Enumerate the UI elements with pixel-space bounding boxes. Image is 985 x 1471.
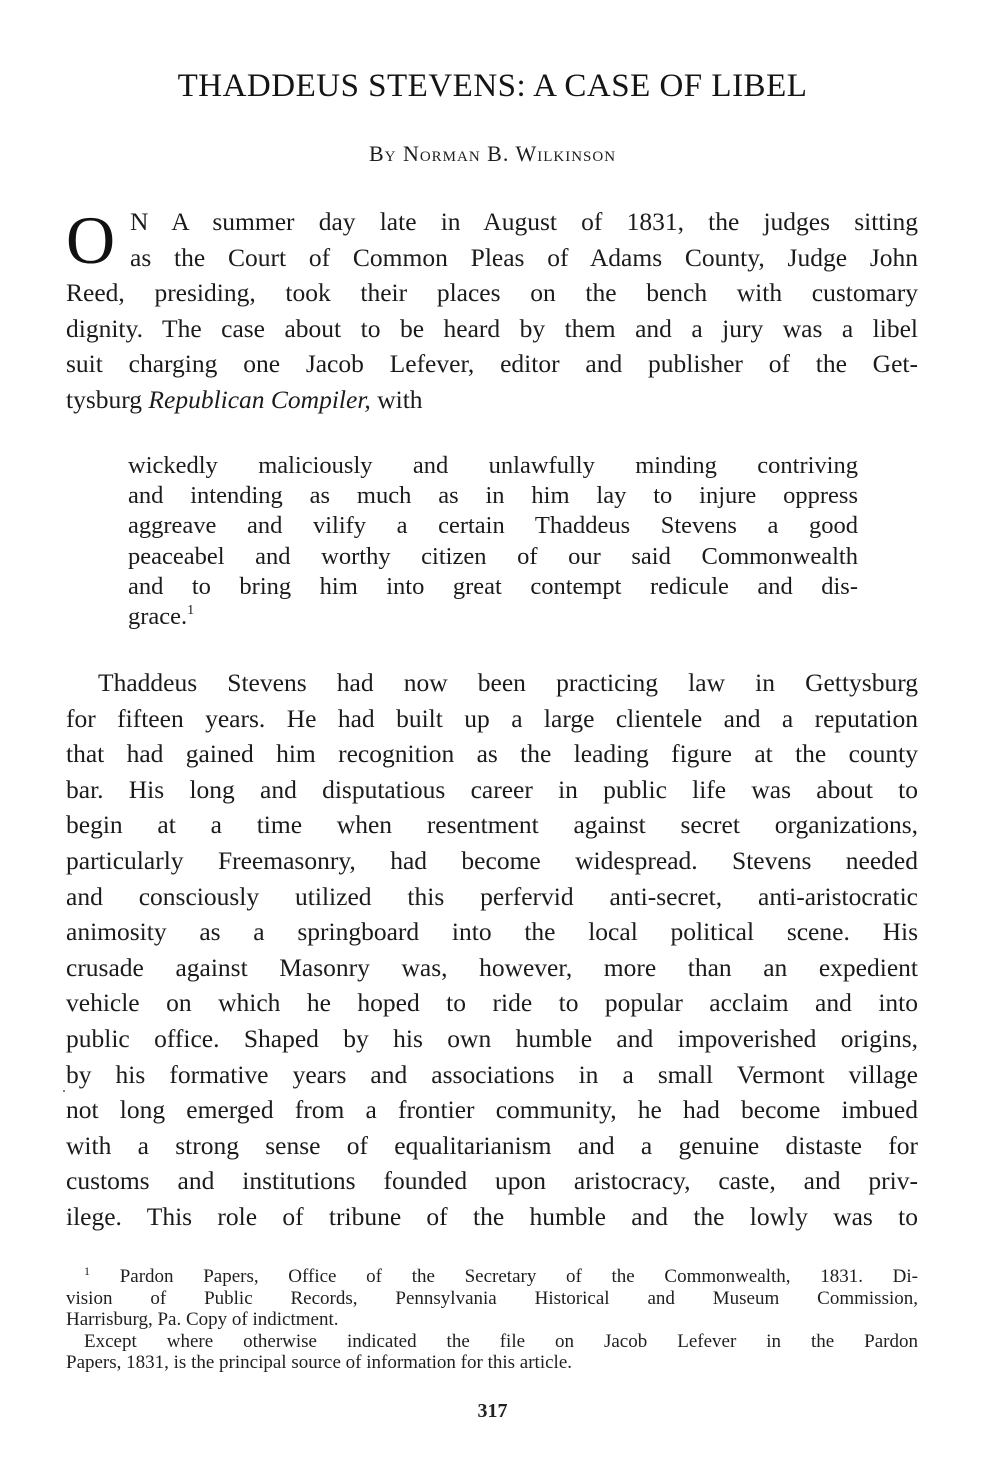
paragraph-line: dignity. The case about to be heard by them and a jury was a libel [66,313,918,343]
newspaper-title: Republican Compiler, [148,384,371,414]
paragraph-line: Reed, presiding, took their places on the bench with customary [66,278,918,308]
paragraph-line: by his formative years and associations in a small Vermont village [66,1059,918,1089]
block-quote [128,451,858,632]
text-span: tysburg [66,384,149,414]
paragraph-line: bar. His long and disputatious career in public life was about to [66,774,918,804]
paragraph-line: customs and institutions founded upon aristocracy, caste, and priv- [66,1166,918,1196]
paragraph-line: that had gained him recognition as the leading figure at the county [66,739,918,769]
paragraph-line: for fifteen years. He had built up a large clientele and a reputation [66,703,918,733]
paragraph-line [66,382,918,418]
footnote-marker: 1 [84,1264,90,1278]
paragraph-line: N A summer day late in August of 1831, the judges sitting [130,207,918,236]
footnotes [66,1266,918,1374]
paragraph-line: Thaddeus Stevens had now been practicing law in Gettysburg [98,668,918,697]
quote-line [128,602,858,632]
scan-speck [63,1090,65,1092]
page-number: 317 [477,1400,508,1422]
paragraph-line: as the Court of Common Pleas of Adams County, Judge John [130,242,918,272]
paragraph-line: vehicle on which he hoped to ride to popular acclaim and into [66,988,918,1018]
drop-cap: O [66,202,116,278]
paragraph-line: and consciously utilized this perfervid anti-secret, anti-aristocratic [66,881,918,911]
text-span: Pardon Papers, Office of the Secretary of the Commonwealth, 1831. Di- [119,1266,919,1287]
paragraph-line: suit charging one Jacob Lefever, editor and publisher of the Get- [66,349,918,379]
quote-line: wickedly maliciously and unlawfully minding contriving [128,452,858,479]
paragraph-line: with a strong sense of equalitarianism and a genuine distaste for [66,1130,918,1160]
text-span: with [370,384,423,414]
text-span: grace. [128,602,188,630]
footnote-line: Except where otherwise indicated the file on Jacob Lefever in the Pardon [84,1330,918,1352]
footnote-reference[interactable]: 1 [187,602,195,618]
quote-line: aggreave and vilify a certain Thaddeus Stevens a good [128,512,858,540]
paragraph-line: public office. Shaped by his own humble and impoverished origins, [66,1023,918,1053]
paragraph-line: particularly Freemasonry, had become widespread. Stevens needed [66,845,918,875]
paragraph-line: not long emerged from a frontier community, he had become imbued [66,1095,918,1125]
quote-line: and to bring him into great contempt redicule and dis- [128,572,858,600]
paragraph-line: crusade against Masonry was, however, more than an expedient [66,952,918,982]
quote-line: and intending as much as in him lay to injure oppress [128,482,858,510]
body-paragraph [66,665,918,1235]
footnote-line: Papers, 1831, is the principal source of information for this article. [66,1352,573,1373]
opening-paragraph [66,204,918,418]
paragraph-line: ilege. This role of tribune of the humble and the lowly was to [66,1201,918,1231]
paragraph-line: animosity as a springboard into the local political scene. His [66,917,918,947]
footnote-line [66,1266,918,1288]
quote-line: peaceabel and worthy citizen of our said Commonwealth [128,542,858,570]
footnote-line: vision of Public Records, Pennsylvania Historical and Museum Commission, [66,1287,918,1309]
article-byline: By Norman B. Wilkinson [368,141,617,166]
footnote-line: Harrisburg, Pa. Copy of indictment. [66,1309,339,1330]
paragraph-line: begin at a time when resentment against secret organizations, [66,810,918,840]
article-title: THADDEUS STEVENS: A CASE OF LIBEL [177,68,808,104]
